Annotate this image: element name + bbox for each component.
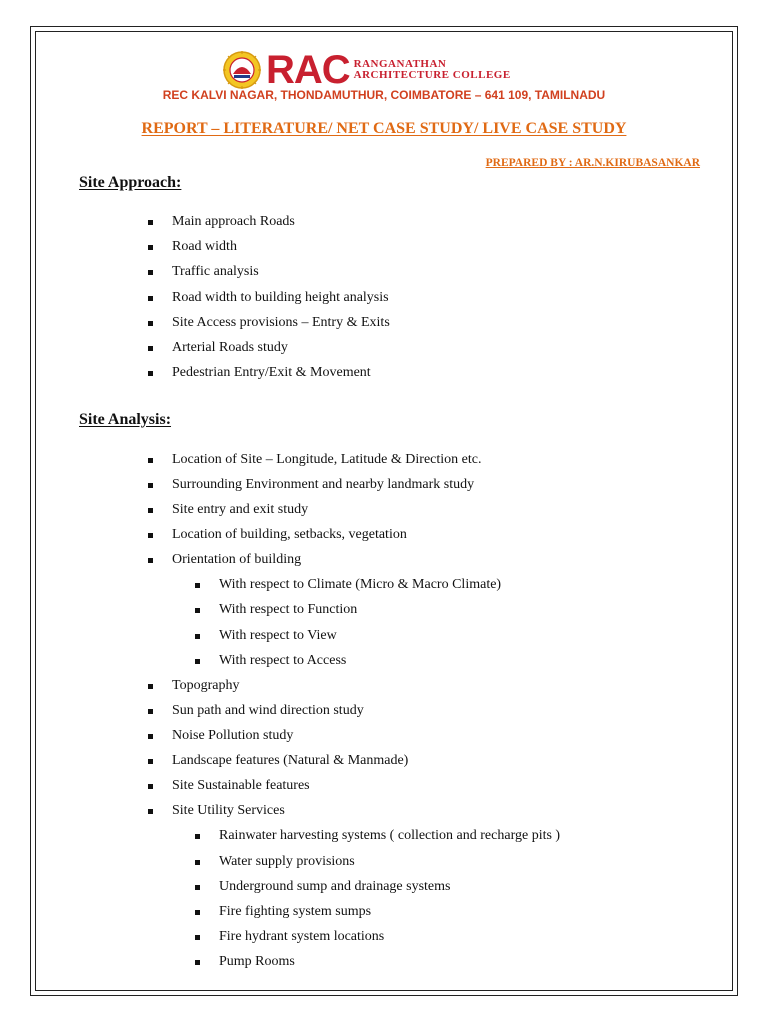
bullet-icon (148, 759, 153, 764)
list-item: Sun path and wind direction study (172, 703, 364, 719)
list-item: Traffic analysis (172, 264, 259, 280)
bullet-icon (148, 784, 153, 789)
bullet-icon (195, 834, 200, 839)
bullet-icon (195, 608, 200, 613)
sub-list-item: With respect to Function (219, 602, 357, 618)
college-logo (222, 50, 511, 90)
list-item: Noise Pollution study (172, 728, 293, 744)
bullet-icon (148, 809, 153, 814)
bullet-icon (195, 659, 200, 664)
bullet-icon (148, 734, 153, 739)
list-item: Main approach Roads (172, 214, 295, 230)
sub-list-item: Water supply provisions (219, 854, 355, 870)
list-item: Site entry and exit study (172, 502, 308, 518)
bullet-icon (148, 371, 153, 376)
bullet-icon (195, 634, 200, 639)
list-item: Pedestrian Entry/Exit & Movement (172, 365, 371, 381)
college-emblem-icon (222, 50, 262, 90)
sub-list-item: With respect to Access (219, 653, 346, 669)
college-address: REC KALVI NAGAR, THONDAMUTHUR, COIMBATORE – 641 109, TAMILNADU (162, 88, 606, 102)
list-item: Landscape features (Natural & Manmade) (172, 753, 408, 769)
bullet-icon (148, 684, 153, 689)
bullet-icon (195, 885, 200, 890)
bullet-icon (195, 935, 200, 940)
list-item: Site Sustainable features (172, 778, 310, 794)
bullet-icon (148, 346, 153, 351)
bullet-icon (148, 321, 153, 326)
list-item: Site Utility Services (172, 803, 285, 819)
list-item: Site Access provisions – Entry & Exits (172, 315, 390, 331)
bullet-icon (148, 533, 153, 538)
list-item: Topography (172, 678, 239, 694)
prepared-by: PREPARED BY : AR.N.KIRUBASANKAR (485, 157, 700, 169)
bullet-icon (148, 220, 153, 225)
report-title: REPORT – LITERATURE/ NET CASE STUDY/ LIVE CASE STUDY (141, 120, 627, 137)
list-item: Road width (172, 239, 237, 255)
logo-wordmark: RAC (266, 48, 350, 92)
list-item: Location of building, setbacks, vegetation (172, 527, 407, 543)
list-item: Orientation of building (172, 552, 301, 568)
bullet-icon (148, 558, 153, 563)
sub-list-item: Fire fighting system sumps (219, 904, 371, 920)
bullet-icon (148, 508, 153, 513)
college-name (354, 59, 511, 81)
sub-list-item: Underground sump and drainage systems (219, 879, 450, 895)
bullet-icon (148, 458, 153, 463)
list-item: Surrounding Environment and nearby landmark study (172, 477, 474, 493)
bullet-icon (148, 709, 153, 714)
list-item: Road width to building height analysis (172, 290, 389, 306)
bullet-icon (195, 910, 200, 915)
bullet-icon (148, 483, 153, 488)
bullet-icon (195, 960, 200, 965)
bullet-icon (148, 296, 153, 301)
list-item: Arterial Roads study (172, 340, 288, 356)
college-name-line2: ARCHITECTURE COLLEGE (353, 69, 511, 81)
bullet-icon (195, 583, 200, 588)
sub-list-item: With respect to View (219, 628, 337, 644)
list-item: Location of Site – Longitude, Latitude & Direction etc. (172, 452, 481, 468)
bullet-icon (148, 270, 153, 275)
college-name-line1: RANGANATHAN (353, 58, 447, 70)
bullet-icon (148, 245, 153, 250)
sub-list-item: With respect to Climate (Micro & Macro Climate) (219, 577, 501, 593)
sub-list-item: Rainwater harvesting systems ( collection and recharge pits ) (219, 828, 560, 844)
bullet-icon (195, 860, 200, 865)
site-approach-heading: Site Approach: (79, 174, 182, 191)
site-analysis-heading: Site Analysis: (79, 411, 172, 428)
sub-list-item: Fire hydrant system locations (219, 929, 384, 945)
sub-list-item: Pump Rooms (219, 954, 295, 970)
